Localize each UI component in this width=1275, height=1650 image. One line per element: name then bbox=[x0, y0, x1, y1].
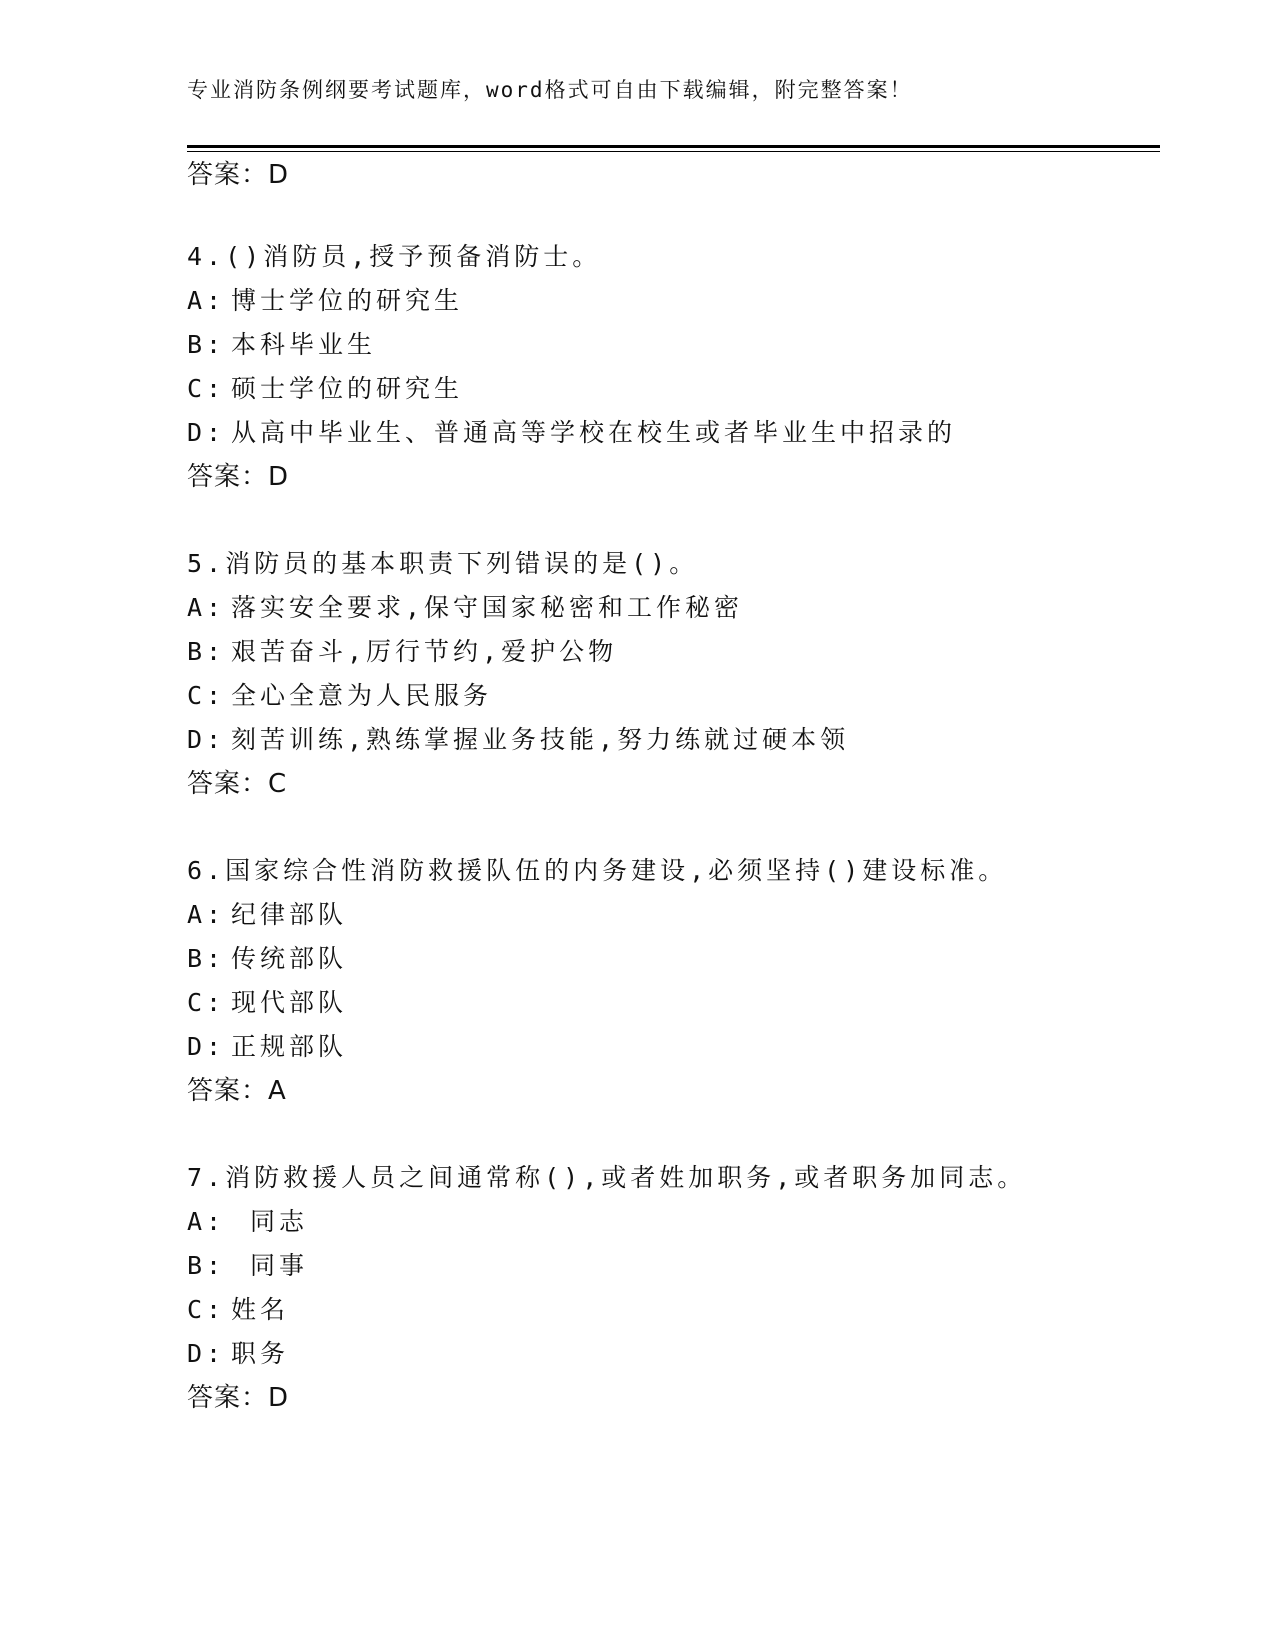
question-5-stem: 5.消防员的基本职责下列错误的是()。 bbox=[187, 549, 699, 578]
option-letter: C: bbox=[187, 681, 226, 710]
option-text: 传统部队 bbox=[231, 944, 348, 973]
option-text: 硕士学位的研究生 bbox=[231, 374, 464, 403]
question-7-option-a bbox=[187, 1207, 308, 1237]
option-letter: D: bbox=[187, 725, 226, 754]
question-4-option-d bbox=[187, 418, 956, 448]
question-5-option-a bbox=[187, 593, 743, 623]
answer-q6: 答案：A bbox=[187, 1076, 287, 1106]
question-6-stem: 6.国家综合性消防救援队伍的内务建设,必须坚持()建设标准。 bbox=[187, 856, 1008, 885]
option-text: 现代部队 bbox=[231, 988, 348, 1017]
answer-q4: 答案：D bbox=[187, 462, 290, 492]
option-letter: C: bbox=[187, 1295, 226, 1324]
header-rule-thick bbox=[187, 145, 1160, 148]
option-text: 正规部队 bbox=[231, 1032, 348, 1061]
question-6-option-d bbox=[187, 1032, 347, 1062]
option-text: 同志 bbox=[231, 1207, 309, 1236]
option-letter: C: bbox=[187, 988, 226, 1017]
option-text: 艰苦奋斗,厉行节约,爱护公物 bbox=[231, 637, 618, 666]
question-7-option-c bbox=[187, 1295, 289, 1325]
option-text: 落实安全要求,保守国家秘密和工作秘密 bbox=[231, 593, 744, 622]
option-letter: D: bbox=[187, 1339, 226, 1368]
question-6-option-c bbox=[187, 988, 347, 1018]
page-header-text: 专业消防条例纲要考试题库，word格式可自由下载编辑，附完整答案！ bbox=[187, 78, 913, 102]
option-text: 博士学位的研究生 bbox=[231, 286, 464, 315]
option-text: 全心全意为人民服务 bbox=[231, 681, 493, 710]
option-text: 本科毕业生 bbox=[231, 330, 377, 359]
question-7-stem: 7.消防救援人员之间通常称(),或者姓加职务,或者职务加同志。 bbox=[187, 1163, 1027, 1192]
answer-q7: 答案：D bbox=[187, 1383, 290, 1413]
option-letter: B: bbox=[187, 944, 226, 973]
question-4-option-c bbox=[187, 374, 463, 404]
question-7-option-b bbox=[187, 1251, 308, 1281]
question-4-stem: 4.()消防员,授予预备消防士。 bbox=[187, 242, 602, 271]
option-text: 刻苦训练,熟练掌握业务技能,努力练就过硬本领 bbox=[231, 725, 850, 754]
option-letter: A: bbox=[187, 593, 226, 622]
option-letter: B: bbox=[187, 330, 226, 359]
option-letter: A: bbox=[187, 286, 226, 315]
option-letter: A: bbox=[187, 1207, 226, 1236]
question-7-option-d bbox=[187, 1339, 289, 1369]
header-rule-thin bbox=[187, 151, 1160, 152]
question-5-option-d bbox=[187, 725, 849, 755]
answer-q3: 答案：D bbox=[187, 160, 290, 190]
option-text: 从高中毕业生、普通高等学校在校生或者毕业生中招录的 bbox=[231, 418, 957, 447]
option-letter: A: bbox=[187, 900, 226, 929]
option-text: 职务 bbox=[231, 1339, 290, 1368]
question-6-option-a bbox=[187, 900, 347, 930]
option-text: 纪律部队 bbox=[231, 900, 348, 929]
option-letter: D: bbox=[187, 1032, 226, 1061]
answer-q5: 答案：C bbox=[187, 769, 288, 799]
question-4-option-a bbox=[187, 286, 463, 316]
option-letter: D: bbox=[187, 418, 226, 447]
option-letter: B: bbox=[187, 1251, 226, 1280]
option-letter: C: bbox=[187, 374, 226, 403]
option-letter: B: bbox=[187, 637, 226, 666]
option-text: 同事 bbox=[231, 1251, 309, 1280]
question-6-option-b bbox=[187, 944, 347, 974]
question-4-option-b bbox=[187, 330, 376, 360]
question-5-option-c bbox=[187, 681, 492, 711]
option-text: 姓名 bbox=[231, 1295, 290, 1324]
question-5-option-b bbox=[187, 637, 617, 667]
